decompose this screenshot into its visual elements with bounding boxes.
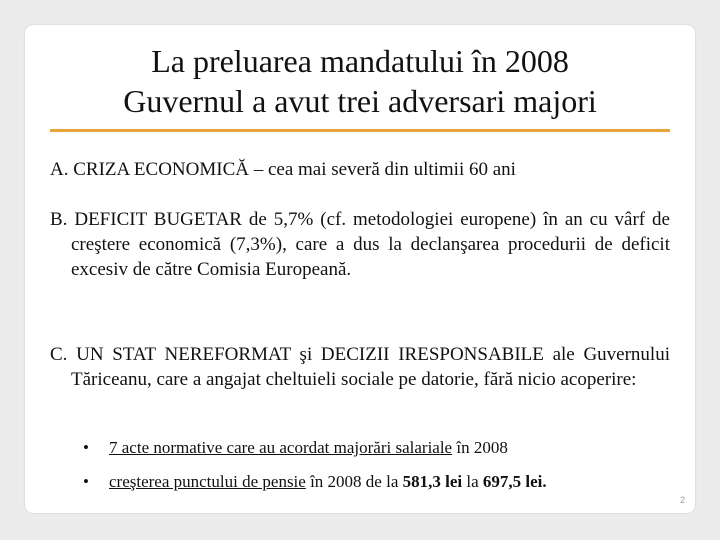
point-a: A. CRIZA ECONOMICĂ – cea mai severă din ultimii 60 ani xyxy=(50,159,516,180)
list-item xyxy=(83,471,683,493)
slide-title xyxy=(25,41,695,121)
title-divider xyxy=(50,129,670,132)
point-b-part1: B. DEFICIT BUGETAR de 5,7% xyxy=(50,209,321,230)
bullet-2-mid2: la xyxy=(462,472,483,491)
bullet-2-mid1: în 2008 de la xyxy=(305,472,403,491)
bullet-icon: • xyxy=(83,438,89,457)
title-line-1: La preluarea mandatului în 2008 xyxy=(151,43,569,79)
point-b-part4: , care a dus la declanşarea procedurii de deficit excesiv de către Comisia Europeană. xyxy=(71,234,670,280)
bullet-2-value-from: 581,3 lei xyxy=(402,472,463,491)
bullet-list xyxy=(83,437,683,505)
point-b-part3: (7,3%) xyxy=(229,234,283,255)
page-number: 2 xyxy=(679,495,685,505)
bullet-1-underlined: 7 acte normative care au acordat majorări salariale xyxy=(109,438,453,457)
bullet-2-underlined: creşterea punctului de pensie xyxy=(109,472,306,491)
point-c: C. UN STAT NEREFORMAT şi DECIZII IRESPONSABILE ale Guvernului Tăriceanu, care a angajat cheltuieli sociale pe datorie, fără nicio acoperire: xyxy=(50,344,670,390)
bullet-2-value-to: 697,5 lei. xyxy=(482,472,547,491)
bullet-icon: • xyxy=(83,472,89,491)
slide xyxy=(25,25,695,513)
point-b xyxy=(50,207,670,282)
bullet-1-rest: în 2008 xyxy=(452,438,508,457)
list-item xyxy=(83,437,683,459)
title-line-2: Guvernul a avut trei adversari majori xyxy=(123,83,597,119)
point-b-part2: (cf. metodologiei europene) în an cu vârf de creştere economică xyxy=(71,209,670,255)
